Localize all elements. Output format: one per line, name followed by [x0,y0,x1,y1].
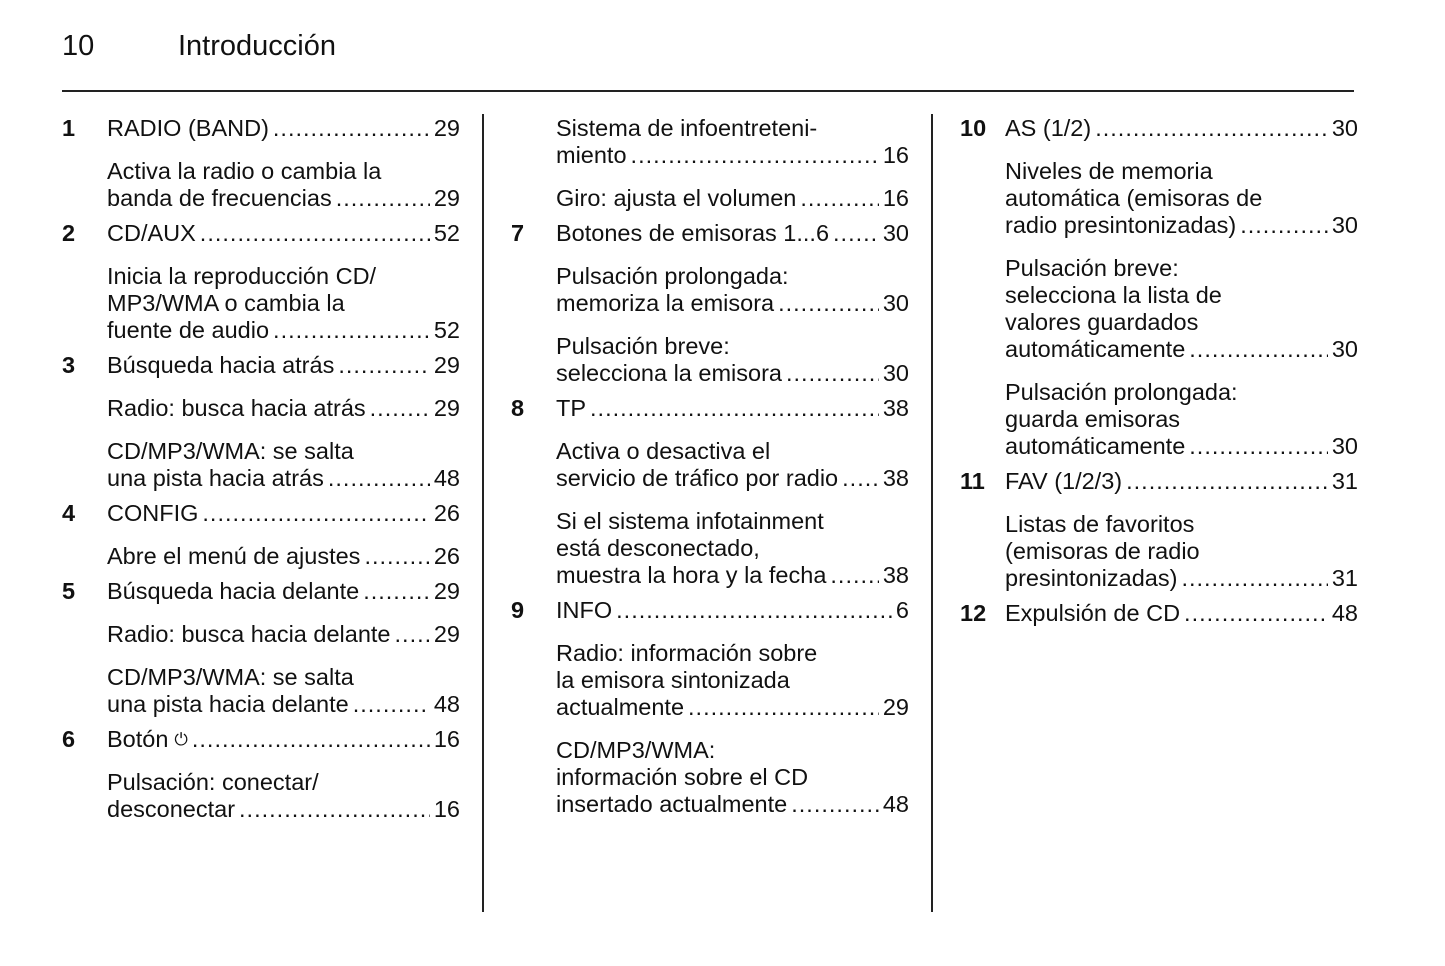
page-reference: 29 [433,395,460,421]
dot-leader [786,360,879,387]
index-entry [62,578,460,605]
page-reference: 30 [1331,433,1358,459]
entry-text: fuente de audio [107,317,270,343]
dot-leader [842,465,879,492]
dot-leader [590,395,879,422]
dot-leader [363,578,430,605]
entry-text: Pulsación: conectar/ [107,769,319,795]
entry-text: radio presintonizadas) [1005,212,1237,238]
page-reference: 29 [433,352,460,378]
entry-last-line [556,185,909,212]
column-divider [482,114,484,912]
dot-leader [1126,468,1328,495]
index-subentry [960,255,1358,363]
entry-text: actualmente [556,694,685,720]
entry-number: 8 [511,395,525,421]
dot-leader [1184,600,1328,627]
entry-text: automática (emisoras de [1005,185,1263,211]
entry-text: (emisoras de radio [1005,538,1200,564]
page-reference: 6 [895,597,909,623]
entry-number: 10 [960,115,987,141]
index-subentry [960,158,1358,239]
entry-text: Radio: busca hacia delante [107,621,391,647]
entry-text: Pulsación prolongada: [1005,379,1238,405]
entry-text: desconectar [107,796,236,822]
page-reference: 16 [882,142,909,168]
page-reference: 48 [433,465,460,491]
entry-text: TP [556,395,587,421]
entry-text: insertado actualmente [556,791,788,817]
dot-leader [328,465,430,492]
index-subentry [62,438,460,492]
page-reference: 26 [433,500,460,526]
entry-text: una pista hacia delante [107,691,349,717]
entry-text: INFO [556,597,613,623]
index-subentry [511,508,909,589]
entry-text: servicio de tráfico por radio [556,465,839,491]
column-1 [62,115,460,823]
header-rule [62,90,1354,92]
entry-text: automáticamente [1005,336,1186,362]
index-entry [511,220,909,247]
index-entry [960,468,1358,495]
index-entry [62,352,460,379]
entry-last-line [1005,212,1358,239]
page-reference: 52 [433,220,460,246]
dot-leader [1240,212,1328,239]
entry-text: selecciona la lista de [1005,282,1222,308]
dot-leader [791,791,879,818]
index-subentry [511,737,909,818]
entry-last-line [107,465,460,492]
page-reference: 30 [882,360,909,386]
page-reference: 38 [882,465,909,491]
page-reference: 38 [882,562,909,588]
entry-text: Radio: información sobre [556,640,818,666]
dot-leader [833,220,879,247]
entry-last-line [107,115,460,142]
index-subentry [62,664,460,718]
entry-last-line [1005,600,1358,627]
page-reference: 31 [1331,565,1358,591]
entry-last-line [107,691,460,718]
dot-leader [800,185,879,212]
power-icon: ⏻ [174,730,188,749]
dot-leader [364,543,429,570]
entry-text: memoriza la emisora [556,290,775,316]
index-subentry [960,379,1358,460]
page-reference: 29 [882,694,909,720]
column-3 [960,115,1358,627]
page-reference: 52 [433,317,460,343]
dot-leader [353,691,430,718]
page-title: Introducción [178,30,336,62]
page-reference: 38 [882,395,909,421]
entry-last-line [556,290,909,317]
page-reference: 29 [433,621,460,647]
index-entry [960,115,1358,142]
index-subentry [62,158,460,212]
index-subentry [511,438,909,492]
dot-leader [631,142,879,169]
index-subentry [62,621,460,648]
dot-leader [1189,336,1328,363]
dot-leader [338,352,430,379]
page-reference: 48 [1331,600,1358,626]
entry-text: CD/MP3/WMA: [556,737,716,763]
index-entry [62,220,460,247]
page-reference: 16 [433,796,460,822]
entry-text: Búsqueda hacia delante [107,578,360,604]
entry-last-line [107,395,460,422]
dot-leader [202,500,429,527]
entry-last-line [107,621,460,648]
page-reference: 30 [882,290,909,316]
entry-last-line [107,352,460,379]
page-reference: 16 [433,726,460,752]
index-entry [62,500,460,527]
entry-text: Activa la radio o cambia la [107,158,382,184]
entry-text: Expulsión de CD [1005,600,1181,626]
entry-last-line [107,543,460,570]
entry-text: información sobre el CD [556,764,809,790]
entry-text: Activa o desactiva el [556,438,771,464]
entry-text: Pulsación breve: [1005,255,1179,281]
index-subentry [511,640,909,721]
entry-text: automáticamente [1005,433,1186,459]
entry-text: miento [556,142,627,168]
page-reference: 29 [433,578,460,604]
index-subentry [511,185,909,212]
entry-text: Si el sistema infotainment [556,508,824,534]
entry-text: Giro: ajusta el volumen [556,185,797,211]
entry-last-line [1005,565,1358,592]
index-subentry [62,263,460,344]
entry-text: Búsqueda hacia atrás [107,352,335,378]
dot-leader [395,621,430,648]
entry-last-line [1005,468,1358,495]
entry-last-line [107,500,460,527]
index-subentry [511,115,909,169]
dot-leader [370,395,430,422]
index-subentry [62,769,460,823]
entry-last-line [556,142,909,169]
dot-leader [192,726,430,753]
entry-text: valores guardados [1005,309,1199,335]
entry-text: RADIO (BAND) [107,115,269,141]
dot-leader [200,220,430,247]
page-reference: 48 [882,791,909,817]
index-subentry [62,543,460,570]
entry-text: AS (1/2) [1005,115,1092,141]
entry-number: 11 [960,468,985,494]
entry-text: FAV (1/2/3) [1005,468,1123,494]
entry-last-line [556,562,909,589]
index-subentry [62,395,460,422]
entry-last-line [107,726,460,753]
index-subentry [511,263,909,317]
entry-last-line [556,791,909,818]
index-entry [960,600,1358,627]
entry-last-line [107,317,460,344]
entry-text: una pista hacia atrás [107,465,324,491]
entry-text: CONFIG [107,500,199,526]
column-divider [931,114,933,912]
entry-last-line [107,578,460,605]
entry-text: Inicia la reproducción CD/ [107,263,377,289]
entry-text: Pulsación breve: [556,333,730,359]
dot-leader [616,597,892,624]
entry-text: CD/AUX [107,220,196,246]
dot-leader [1181,565,1327,592]
dot-leader [239,796,430,823]
entry-number: 3 [62,352,76,378]
entry-last-line [556,360,909,387]
entry-number: 7 [511,220,525,246]
entry-last-line [556,395,909,422]
entry-text: muestra la hora y la fecha [556,562,827,588]
index-entry [511,395,909,422]
entry-last-line [107,185,460,212]
entry-number: 6 [62,726,76,752]
index-entry [511,597,909,624]
entry-last-line [556,465,909,492]
page-reference: 29 [433,185,460,211]
entry-last-line [1005,433,1358,460]
index-subentry [960,511,1358,592]
entry-text: MP3/WMA o cambia la [107,290,345,316]
index-entry [62,726,460,753]
entry-number: 2 [62,220,76,246]
entry-text: Botón [107,726,169,752]
entry-text: presintonizadas) [1005,565,1178,591]
dot-leader [1189,433,1328,460]
page-reference: 16 [882,185,909,211]
entry-last-line [1005,115,1358,142]
entry-text: banda de frecuencias [107,185,332,211]
dot-leader [273,115,430,142]
entry-text: guarda emisoras [1005,406,1181,432]
index-subentry [511,333,909,387]
entry-number: 5 [62,578,76,604]
dot-leader [778,290,879,317]
entry-last-line [556,597,909,624]
page-reference: 30 [1331,115,1358,141]
page-reference: 31 [1331,468,1358,494]
entry-last-line [107,796,460,823]
column-2 [511,115,909,818]
entry-number: 9 [511,597,525,623]
entry-last-line [556,220,909,247]
dot-leader [336,185,430,212]
entry-text: la emisora sintonizada [556,667,790,693]
entry-text: Pulsación prolongada: [556,263,789,289]
dot-leader [688,694,879,721]
page-reference: 30 [1331,212,1358,238]
entry-text: Niveles de memoria [1005,158,1213,184]
page-reference: 48 [433,691,460,717]
dot-leader [830,562,878,589]
entry-text: Radio: busca hacia atrás [107,395,366,421]
entry-last-line [556,694,909,721]
entry-number: 12 [960,600,987,626]
entry-number: 1 [62,115,76,141]
entry-text: Listas de favoritos [1005,511,1195,537]
entry-text: está desconectado, [556,535,760,561]
index-entry [62,115,460,142]
page-reference: 29 [433,115,460,141]
page-reference: 26 [433,543,460,569]
entry-text: CD/MP3/WMA: se salta [107,438,354,464]
page-reference: 30 [1331,336,1358,362]
page-number: 10 [62,30,95,62]
entry-text: Sistema de infoentreteni- [556,115,818,141]
dot-leader [1095,115,1328,142]
dot-leader [273,317,430,344]
entry-last-line [107,220,460,247]
entry-text: CD/MP3/WMA: se salta [107,664,354,690]
entry-text: selecciona la emisora [556,360,782,386]
entry-text: Abre el menú de ajustes [107,543,361,569]
entry-text: Botones de emisoras 1...6 [556,220,830,246]
page-reference: 30 [882,220,909,246]
entry-number: 4 [62,500,76,526]
entry-last-line [1005,336,1358,363]
